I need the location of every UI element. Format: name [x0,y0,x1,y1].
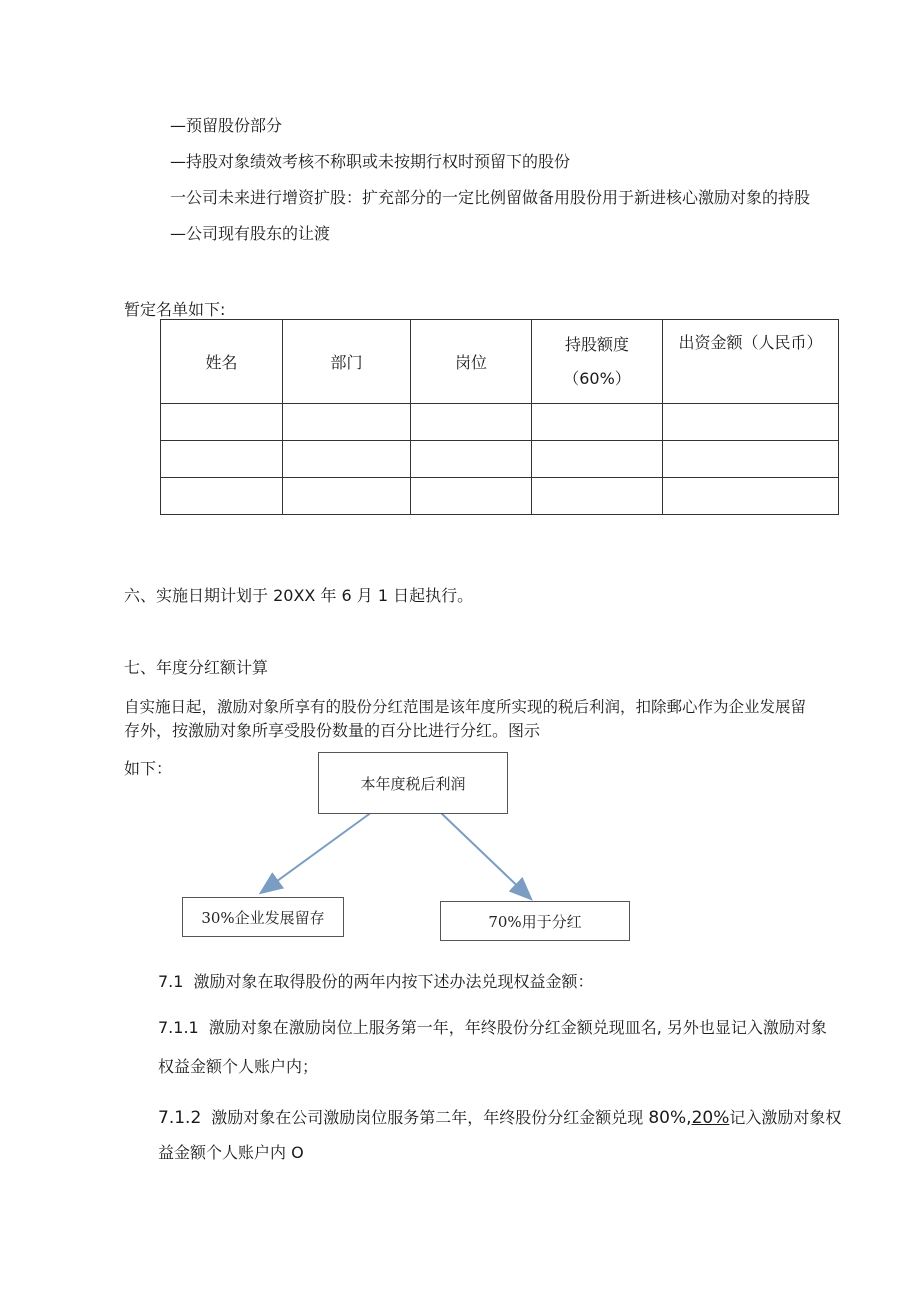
section-6-text: 六、实施日期计划于 20XX 年 6 月 1 日起执行。 [124,586,474,605]
roster-intro: 暂定名单如下: [124,300,226,319]
clause-7-1-2-line1 [158,1108,841,1128]
clause-7-1-2-pct-20: 20% [691,1108,730,1128]
share-source-3: 一公司未来进行增资扩股：扩充部分的一定比例留做备用股份用于新进核心激励对象的持股 [170,188,811,207]
table-cell [663,441,839,478]
table-cell [283,441,411,478]
clause-7-1-2-number: 7.1.2 [158,1108,202,1128]
table-cell [532,404,663,441]
table-cell [411,404,532,441]
roster-header-row [161,320,839,404]
table-row [161,441,839,478]
table-cell [532,441,663,478]
table-cell [411,441,532,478]
table-cell [161,441,283,478]
header-name: 姓名 [161,320,283,404]
share-source-1: —预留股份部分 [170,116,283,135]
table-row [161,478,839,515]
header-position: 岗位 [411,320,532,404]
clause-7-1-1-line2: 权益金额个人账户内； [158,1057,319,1076]
table-cell [411,478,532,515]
table-cell [663,404,839,441]
clause-7-1-2-text-b: 记入激励对象权 [729,1108,842,1127]
header-investment: 出资金额（人民币） [663,320,839,404]
clause-7-1-1-text: 激励对象在激励岗位上服务第一年，年终股份分红金额兑现皿名, 另外也显记入激励对象 [208,1018,827,1037]
clause-7-1-number: 7.1 [158,972,184,991]
flow-box-dividend: 70%用于分红 [440,901,630,941]
section-7-title: 七、年度分红额计算 [124,658,269,677]
header-share-quota [532,320,663,404]
clause-7-1-text: 激励对象在取得股份的两年内按下述办法兑现权益金额： [193,972,594,991]
header-share-quota-label: 持股额度 [564,334,629,354]
header-share-quota-pct: （60%） [563,368,631,388]
table-row [161,404,839,441]
clause-7-1-2-text-a: 激励对象在公司激励岗位服务第二年，年终股份分红金额兑现 [211,1108,649,1127]
header-department: 部门 [283,320,411,404]
roster-table [160,319,839,515]
flow-arrow-left [262,812,372,892]
clause-7-1-1-number: 7.1.1 [158,1018,199,1037]
table-cell [283,478,411,515]
table-cell [532,478,663,515]
clause-7-1-2-pct-80: 80%, [648,1108,692,1128]
flow-box-net-profit: 本年度税后利润 [318,752,508,814]
flow-arrow-right [440,812,530,898]
flow-box-retained: 30%企业发展留存 [182,897,344,937]
share-source-2: —持股对象绩效考核不称职或未按期行权时预留下的股份 [170,152,571,171]
section-7-para-line3: 如下： [124,759,173,778]
table-cell [161,404,283,441]
table-cell [161,478,283,515]
section-7-para-line2: 存外，按激励对象所享受股份数量的百分比进行分红。图示 [124,721,541,740]
clause-7-1-1-line1 [158,1018,827,1037]
table-cell [663,478,839,515]
clause-7-1-2-line2: 益金额个人账户内 O [158,1143,304,1162]
share-source-4: —公司现有股东的让渡 [170,224,331,243]
clause-7-1 [158,972,593,991]
table-cell [283,404,411,441]
section-7-para-line1: 自实施日起，激励对象所享有的股份分红范围是该年度所实现的税后利润，扣除郵心作为企业发展留 [124,698,807,716]
